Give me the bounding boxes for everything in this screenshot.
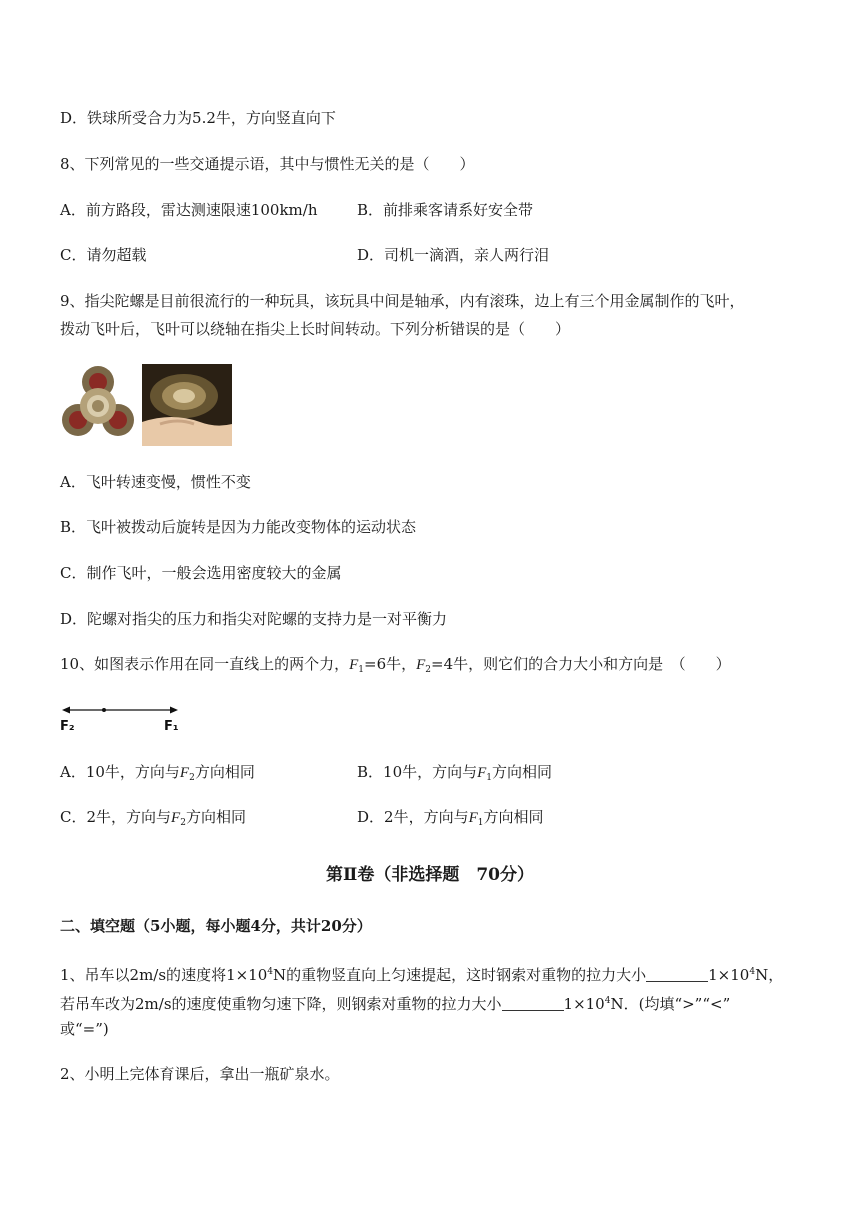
fidget-spinner-image [60, 364, 136, 446]
q9-option-d: D．陀螺对指尖的压力和指尖对陀螺的支持力是一对平衡力 [60, 610, 448, 628]
q8-option-a: A．前方路段，雷达测速限速100km/h [60, 201, 318, 219]
fill2-stem: 2、小明上完体育课后，拿出一瓶矿泉水。 [60, 1065, 340, 1083]
label-f1: F₁ [164, 719, 179, 734]
label-f2: F₂ [60, 719, 75, 734]
q9-stem-line1: 9、指尖陀螺是目前很流行的一种玩具，该玩具中间是轴承，内有滚珠，边上有三个用金属制作的飞叶， [60, 292, 745, 310]
q9-option-b: B．飞叶被拨动后旋转是因为力能改变物体的运动状态 [60, 518, 417, 536]
force-diagram [60, 700, 190, 736]
fill1-line2: 若吊车改为2m/s的速度使重物匀速下降，则钢索对重物的拉力大小 $1\times 10^4N$．(均填“>”“<” [60, 995, 731, 1013]
q10-option-c: C．2牛，方向与$F_2$方向相同 [60, 808, 246, 828]
q7-option-d: D．铁球所受合力为5.2牛，方向竖直向下 [60, 109, 336, 127]
q10-option-b: B．10牛，方向与$F_1$方向相同 [357, 763, 553, 783]
q8-option-c: C．请勿超载 [60, 246, 147, 264]
section-fill-in-title: 二、填空题（5小题，每小题4分，共计20分） [60, 917, 372, 935]
q9-stem-line2: 拨动飞叶后，飞叶可以绕轴在指尖上长时间转动。下列分析错误的是（ ） [60, 320, 571, 338]
q10-option-a: A．10牛，方向与$F_2$方向相同 [60, 763, 255, 783]
fill1-line3: 或“=”) [60, 1020, 109, 1038]
fill1-blank1[interactable] [646, 967, 708, 982]
q10-stem: 10、如图表示作用在同一直线上的两个力，$F_1=6$牛，$F_2=4$牛，则它们的合力大小和方向是 （ ） [60, 655, 731, 675]
q8-option-b: B．前排乘客请系好安全带 [357, 201, 534, 219]
q8-stem: 8、下列常见的一些交通提示语，其中与惯性无关的是（ ） [60, 155, 475, 173]
spinning-spinner-photo [142, 364, 232, 446]
q10-option-d: D．2牛，方向与$F_1$方向相同 [357, 808, 544, 828]
part2-title: 第Ⅱ卷（非选择题 70分） [326, 865, 534, 885]
q9-option-c: C．制作飞叶，一般会选用密度较大的金属 [60, 564, 342, 582]
fill1-blank2[interactable] [502, 996, 564, 1011]
fill1-line1: 1、吊车以2m/s的速度将$1\times 10^4N$的重物竖直向上匀速提起，这时钢索对重物的拉力大小 $1\times 10^4N$， [60, 966, 784, 984]
q9-option-a: A．飞叶转速变慢，惯性不变 [60, 473, 251, 491]
q8-option-d: D．司机一滴酒，亲人两行泪 [357, 246, 550, 264]
